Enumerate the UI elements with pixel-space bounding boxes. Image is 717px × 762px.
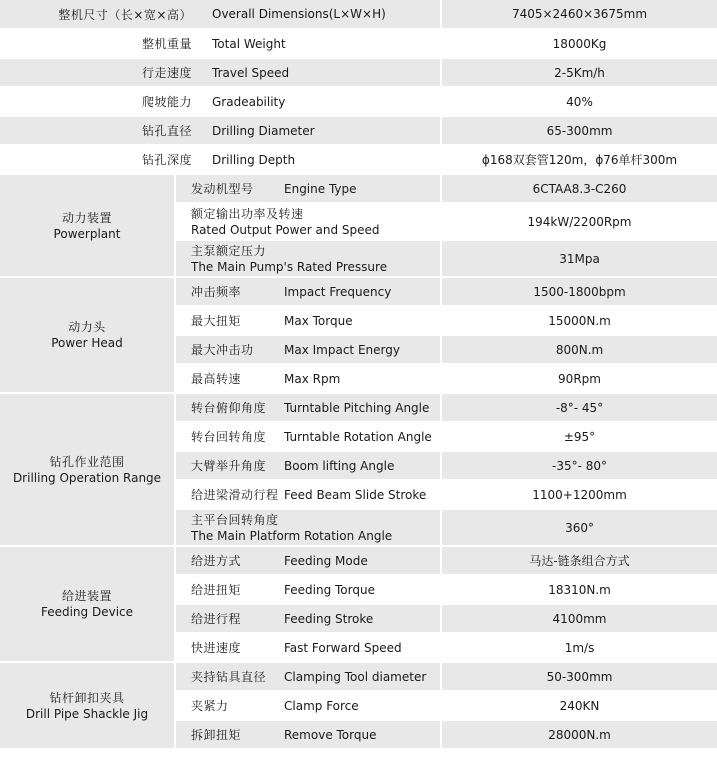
spec-label-zh: 最高转速 — [191, 372, 242, 386]
spec-label-zh: 整机重量 — [141, 37, 192, 51]
group-spec-label-cell — [175, 335, 441, 364]
general-spec-row — [0, 0, 717, 29]
spec-label-zh: 给进方式 — [191, 554, 242, 568]
group-title-zh: 动力装置 — [61, 210, 112, 225]
spec-group-header — [0, 277, 175, 393]
spec-label-zh: 钻孔直径 — [141, 124, 192, 138]
spec-value: 1500-1800bpm — [441, 277, 717, 306]
spec-value: 2-5Km/h — [441, 58, 717, 87]
spec-label-en: Max Impact Energy — [284, 342, 400, 357]
spec-label-en: Boom lifting Angle — [284, 458, 395, 473]
spec-label-zh: 发动机型号 — [191, 182, 254, 196]
spec-label-en: Rated Output Power and Speed — [191, 222, 380, 237]
group-spec-label-cell — [175, 633, 441, 662]
spec-value: 18310N.m — [441, 575, 717, 604]
spec-label-zh: 最大冲击功 — [191, 343, 254, 357]
spec-label-zh: 转台回转角度 — [191, 430, 267, 444]
spec-label-en: Gradeability — [212, 94, 286, 109]
group-spec-label-cell — [175, 203, 441, 240]
spec-value: 65-300mm — [441, 116, 717, 145]
general-spec-row — [0, 145, 717, 174]
spec-value: 1100+1200mm — [441, 480, 717, 509]
group-spec-label-cell — [175, 306, 441, 335]
spec-label-en: Overall Dimensions(L×W×H) — [212, 7, 386, 21]
group-title-en: Powerplant — [53, 226, 121, 241]
group-title-en: Drilling Operation Range — [12, 470, 162, 485]
spec-group-header — [0, 546, 175, 662]
group-spec-row — [0, 277, 717, 306]
group-title-en: Power Head — [51, 336, 123, 350]
spec-label-en: Feeding Mode — [284, 553, 368, 568]
group-spec-label-cell — [175, 575, 441, 604]
group-spec-label-cell — [175, 393, 441, 422]
group-title-en: Drill Pipe Shackle Jig — [25, 706, 149, 721]
spec-label-zh: 转台俯仰角度 — [191, 401, 267, 415]
group-spec-label-cell — [175, 422, 441, 451]
group-title-en: Feeding Device — [40, 605, 134, 619]
spec-value: -35°- 80° — [441, 451, 717, 480]
group-spec-label-cell — [175, 277, 441, 306]
group-title-zh: 动力头 — [68, 320, 106, 334]
general-spec-row — [0, 29, 717, 58]
spec-label-en: Total Weight — [212, 36, 286, 51]
spec-label-zh: 夹紧力 — [191, 699, 229, 713]
spec-label-zh: 夹持钻具直径 — [191, 670, 267, 684]
spec-value: 6CTAA8.3-C260 — [441, 174, 717, 203]
spec-value: 15000N.m — [441, 306, 717, 335]
spec-label-en: Clamp Force — [284, 698, 359, 713]
spec-value: 50-300mm — [441, 662, 717, 691]
spec-value: 18000Kg — [441, 29, 717, 58]
spec-label-en: Engine Type — [284, 181, 357, 196]
group-spec-row — [0, 662, 717, 691]
group-spec-row — [0, 393, 717, 422]
spec-label-en: Drilling Depth — [212, 152, 296, 167]
group-spec-label-cell — [175, 174, 441, 203]
spec-label-en: Remove Torque — [284, 727, 377, 742]
spec-value: 28000N.m — [441, 720, 717, 749]
spec-label-zh: 行走速度 — [141, 66, 192, 80]
spec-value: 800N.m — [441, 335, 717, 364]
group-spec-label-cell — [175, 691, 441, 720]
spec-group-header — [0, 174, 175, 277]
spec-label-en: Max Torque — [284, 313, 353, 328]
spec-label-zh: 快进速度 — [191, 641, 242, 655]
group-spec-label-cell — [175, 240, 441, 277]
general-spec-label-cell — [0, 145, 441, 174]
group-spec-label-cell — [175, 604, 441, 633]
general-spec-row — [0, 58, 717, 87]
group-spec-label-cell — [175, 364, 441, 393]
group-title-zh: 钻孔作业范围 — [49, 454, 125, 469]
spec-value: 4100mm — [441, 604, 717, 633]
spec-label-en: Feeding Torque — [284, 582, 375, 597]
group-spec-row — [0, 174, 717, 203]
spec-label-zh: 最大扭矩 — [191, 314, 242, 328]
spec-label-en: Turntable Rotation Angle — [284, 429, 432, 444]
spec-label-zh: 给进扭矩 — [191, 583, 242, 597]
group-spec-label-cell — [175, 720, 441, 749]
group-spec-label-cell — [175, 509, 441, 546]
group-spec-row — [0, 546, 717, 575]
spec-label-en: Feed Beam Slide Stroke — [284, 487, 427, 502]
spec-group-header — [0, 662, 175, 749]
spec-label-zh: 冲击频率 — [191, 285, 242, 299]
spec-label-zh: 大臂举升角度 — [191, 459, 267, 473]
spec-value: 40% — [441, 87, 717, 116]
spec-label-en: Travel Speed — [212, 65, 290, 80]
spec-value: 7405×2460×3675mm — [441, 0, 717, 29]
group-spec-label-cell — [175, 546, 441, 575]
spec-label-en: Turntable Pitching Angle — [284, 400, 430, 415]
spec-label-zh: 给进梁滑动行程 — [191, 488, 279, 502]
spec-label-en: Feeding Stroke — [284, 611, 374, 626]
spec-label-en: Impact Frequency — [284, 284, 392, 299]
general-spec-label-cell — [0, 0, 441, 29]
spec-label-zh: 主平台回转角度 — [191, 512, 279, 527]
spec-label-en: Clamping Tool diameter — [284, 669, 427, 684]
general-spec-label-cell — [0, 29, 441, 58]
spec-group-header — [0, 393, 175, 546]
group-spec-label-cell — [175, 662, 441, 691]
spec-value: 31Mpa — [441, 240, 717, 277]
group-spec-label-cell — [175, 480, 441, 509]
spec-value: 240KN — [441, 691, 717, 720]
spec-label-en: Fast Forward Speed — [284, 640, 402, 655]
spec-label-en: The Main Platform Rotation Angle — [191, 528, 393, 543]
spec-label-zh: 给进行程 — [191, 612, 242, 626]
spec-value: 马达-链条组合方式 — [441, 546, 717, 575]
group-title-zh: 钻杆卸扣夹具 — [49, 690, 125, 705]
spec-label-zh: 主泵额定压力 — [191, 243, 267, 258]
spec-value: 360° — [441, 509, 717, 546]
general-spec-row — [0, 87, 717, 116]
general-spec-label-cell — [0, 58, 441, 87]
general-spec-label-cell — [0, 116, 441, 145]
spec-value: ϕ168双套管120m，ϕ76单杆300m — [441, 145, 717, 174]
general-spec-label-cell — [0, 87, 441, 116]
spec-label-en: Drilling Diameter — [212, 123, 315, 138]
group-spec-label-cell — [175, 451, 441, 480]
spec-value: 194kW/2200Rpm — [441, 203, 717, 240]
spec-label-zh: 钻孔深度 — [141, 153, 192, 167]
spec-label-zh: 爬坡能力 — [141, 95, 192, 109]
spec-value: 90Rpm — [441, 364, 717, 393]
spec-value: ±95° — [441, 422, 717, 451]
general-spec-row — [0, 116, 717, 145]
spec-label-zh: 额定输出功率及转速 — [191, 206, 304, 221]
spec-value: -8°- 45° — [441, 393, 717, 422]
spec-label-en: The Main Pump's Rated Pressure — [191, 259, 388, 274]
spec-label-en: Max Rpm — [284, 371, 341, 386]
group-title-zh: 给进装置 — [61, 589, 112, 603]
spec-label-zh: 拆卸扭矩 — [191, 728, 242, 742]
spec-label-zh: 整机尺寸（长×宽×高） — [58, 7, 192, 22]
spec-value: 1m/s — [441, 633, 717, 662]
